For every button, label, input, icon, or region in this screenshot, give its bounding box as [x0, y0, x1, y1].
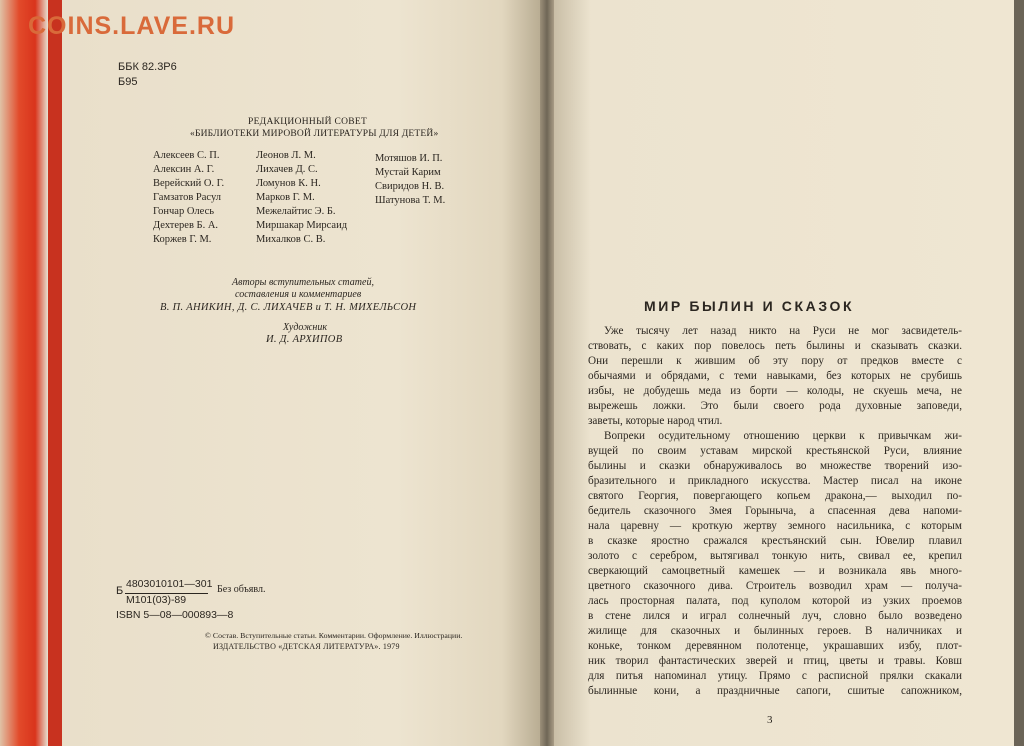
council-subtitle: «БИБЛИОТЕКИ МИРОВОЙ ЛИТЕРАТУРЫ ДЛЯ ДЕТЕЙ» — [190, 129, 439, 139]
authors-label: Авторы вступительных статей, — [232, 277, 374, 288]
council-title: РЕДАКЦИОННЫЙ СОВЕТ — [248, 117, 368, 127]
council-member: Лихачев Д. С. — [256, 164, 318, 175]
council-member: Гамзатов Расул — [153, 192, 221, 203]
text-line: бедитель сказочного Змея Горыныча, а спасенная дева напоми- — [588, 505, 962, 517]
text-line: ник творил фантастических зверей и птиц, цветы и травы. Ковш — [588, 655, 962, 667]
copyright-line: © Состав. Вступительные статьи. Комментарии. Оформление. Иллюстрации. — [205, 631, 463, 640]
council-member: Алексин А. Г. — [153, 164, 215, 175]
council-member: Гончар Олесь — [153, 206, 215, 217]
catalog-code: Б95 — [118, 76, 138, 88]
text-line: вырежешь ложки. Это были своего рода духовные заповеди, — [588, 400, 962, 412]
text-line: для питья напоминал утицу. Прямо с расписной прялки скакали — [588, 670, 962, 682]
text-line: в сказке яростно сражался крестьянский сын. Ювелир плавил — [588, 535, 962, 547]
index-top: 4803010101—301 — [126, 578, 213, 590]
isbn: ISBN 5—08—000893—8 — [116, 609, 234, 621]
text-line: обычаями и обрядами, с теми навыками, без которых не срубишь — [588, 370, 962, 382]
council-member: Ломунов К. Н. — [256, 178, 321, 189]
text-line: золото с серебром, вытягивал тонкую нить, свивал ее, крепил — [588, 550, 962, 562]
page-number: 3 — [767, 714, 773, 726]
text-line: жилище для сказочных и былинных героев. В наличниках и — [588, 625, 962, 637]
council-member: Шатунова Т. М. — [375, 195, 446, 206]
council-member: Марков Г. М. — [256, 192, 315, 203]
text-line: былины и сказки обнаруживалось во множестве творений изо- — [588, 460, 962, 472]
index-bottom: М101(03)-89 — [126, 594, 187, 606]
council-member: Дехтерев Б. А. — [153, 220, 219, 231]
text-line: лась просторная палата, под куполом которой из узких проемов — [588, 595, 962, 607]
artist-label: Художник — [283, 322, 328, 333]
text-line: ствовать, с каких пор повелось петь былины и сказывать сказки. — [588, 340, 962, 352]
text-line: нала царевну — кроткую жертву земного насильника, с которым — [588, 520, 962, 532]
text-line: Вопреки осудительному отношению церкви к привычкам жи- — [604, 430, 962, 442]
text-line: вущей по своим уставам мирской крестьянской Руси, влияние — [588, 445, 962, 457]
text-line: коньке, тонком деревянном полотенце, украшавших избу, плот- — [588, 640, 962, 652]
bbk-code: ББК 82.3Р6 — [118, 61, 177, 73]
text-line: святого Георгия, повергающего копьем дракона,— выходил по- — [588, 490, 962, 502]
council-member: Михалков С. В. — [256, 234, 326, 245]
council-member: Коржев Г. М. — [153, 234, 212, 245]
authors-label: составления и комментариев — [235, 289, 362, 300]
council-member: Алексеев С. П. — [153, 150, 220, 161]
council-member: Мустай Карим — [375, 167, 441, 178]
publisher-line: ИЗДАТЕЛЬСТВО «ДЕТСКАЯ ЛИТЕРАТУРА». 1979 — [213, 642, 400, 651]
watermark: COINS.LAVE.RU — [28, 12, 235, 40]
text-line: избы, не добудешь меда из борти — колоды, не скуешь меча, не — [588, 385, 962, 397]
council-member: Мотяшов И. П. — [375, 153, 443, 164]
text-line: в стене лился и играл солнечный луч, словно было возведено — [588, 610, 962, 622]
text-line: Уже тысячу лет назад никто на Руси не мог засвидетель- — [604, 325, 962, 337]
text-line: сверкающий самоцветный камешек — и возникала явь много- — [588, 565, 962, 577]
book-spine — [540, 0, 554, 746]
index-note: Без объявл. — [217, 584, 266, 595]
index-letter: Б — [116, 585, 124, 597]
council-member: Свиридов Н. В. — [375, 181, 445, 192]
council-member: Миршакар Мирсаид — [256, 220, 348, 231]
text-line: цветного сказочного дива. Строитель возводил храм — получа- — [588, 580, 962, 592]
council-member: Межелайтис Э. Б. — [256, 206, 336, 217]
text-line: Они перешли к жившим об эту пору от предков вместе с — [588, 355, 962, 367]
authors-names: В. П. АНИКИН, Д. С. ЛИХАЧЕВ и Т. Н. МИХЕЛЬСОН — [160, 302, 417, 313]
council-member: Верейский О. Г. — [153, 178, 225, 189]
right-edge — [1014, 0, 1024, 746]
text-line: заветы, которые народ чтил. — [588, 415, 723, 427]
council-member: Леонов Л. М. — [256, 150, 316, 161]
text-line: былинные кони, а праздничные сапоги, сшитые сапожником, — [588, 685, 962, 697]
text-line: бразительного и прикладного искусства. Мастер писал на иконе — [588, 475, 962, 487]
chapter-title: МИР БЫЛИН И СКАЗОК — [644, 298, 855, 314]
artist-name: И. Д. АРХИПОВ — [266, 334, 343, 345]
